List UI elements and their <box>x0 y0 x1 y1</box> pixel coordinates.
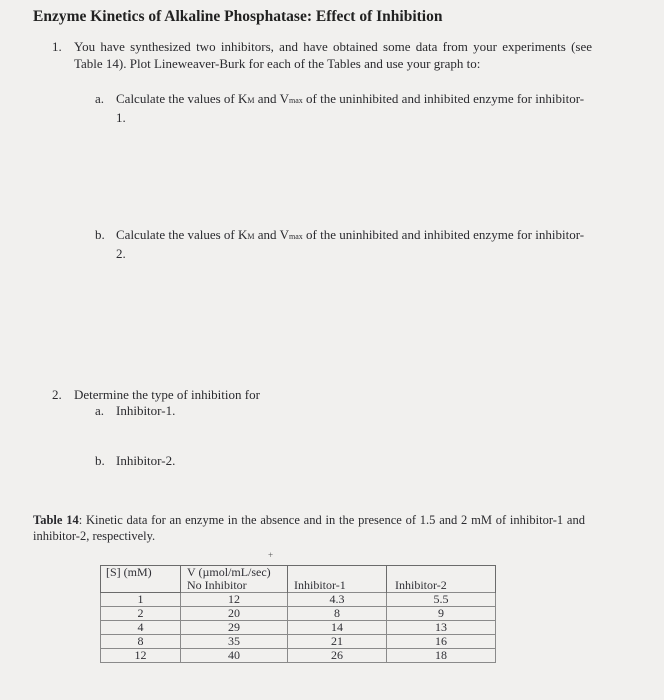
table-row <box>101 607 496 621</box>
inhibitor-2-header: Inhibitor-2 <box>387 579 496 593</box>
inhibitor-1-header: Inhibitor-1 <box>288 579 387 593</box>
question-2-text: Determine the type of inhibition for <box>74 387 260 402</box>
question-2b <box>95 453 395 470</box>
s-cell: 4 <box>101 621 181 635</box>
question-2a-label: a. <box>95 403 105 418</box>
question-2a <box>95 403 395 420</box>
question-2a-text: Inhibitor-1. <box>116 403 176 418</box>
question-2b-text: Inhibitor-2. <box>116 453 176 468</box>
question-1-text: You have synthesized two inhibitors, and have obtained some data from your experiments (see Table 14). Plot Lineweaver-Burk for each of the Tables and use your graph to: <box>74 39 592 71</box>
no-inhibitor-cell: 20 <box>181 607 288 621</box>
question-2-number: 2. <box>52 387 62 402</box>
question-1a-label: a. <box>95 91 105 106</box>
kinetic-data-table <box>100 565 496 663</box>
table-row <box>101 635 496 649</box>
table-row <box>101 621 496 635</box>
inhibitor-2-cell: 13 <box>387 621 496 635</box>
table-row <box>101 593 496 607</box>
question-1a <box>95 91 590 126</box>
inhibitor-1-cell: 21 <box>288 635 387 649</box>
stray-mark: + <box>268 550 274 560</box>
inhibitor-2-cell: 9 <box>387 607 496 621</box>
s-cell: 2 <box>101 607 181 621</box>
question-1b <box>95 227 590 262</box>
question-1-number: 1. <box>52 39 62 54</box>
no-inhibitor-cell: 35 <box>181 635 288 649</box>
question-2b-label: b. <box>95 453 105 468</box>
s-cell: 12 <box>101 649 181 663</box>
page-title: Enzyme Kinetics of Alkaline Phosphatase: Effect of Inhibition <box>33 8 443 25</box>
v-column-header: V (µmol/mL/sec) <box>181 566 288 580</box>
question-2 <box>52 387 452 404</box>
no-inhibitor-cell: 12 <box>181 593 288 607</box>
s-cell: 8 <box>101 635 181 649</box>
question-1b-label: b. <box>95 227 105 242</box>
inhibitor-2-cell: 18 <box>387 649 496 663</box>
inhibitor-2-cell: 16 <box>387 635 496 649</box>
inhibitor-1-cell: 4.3 <box>288 593 387 607</box>
inhibitor-1-cell: 26 <box>288 649 387 663</box>
inhibitor-1-cell: 14 <box>288 621 387 635</box>
question-1 <box>52 39 592 72</box>
inhibitor-2-cell: 5.5 <box>387 593 496 607</box>
no-inhibitor-cell: 40 <box>181 649 288 663</box>
table-caption-label: Table 14 <box>33 513 79 527</box>
table-caption-text: : Kinetic data for an enzyme in the absence and in the presence of 1.5 and 2 mM of inhibitor-1 and inhibitor-2, respectively. <box>33 513 585 543</box>
s-column-header: [S] (mM) <box>101 566 181 593</box>
inhibitor-1-cell: 8 <box>288 607 387 621</box>
table-row <box>101 649 496 663</box>
no-inhibitor-cell: 29 <box>181 621 288 635</box>
table-caption <box>33 513 585 544</box>
s-cell: 1 <box>101 593 181 607</box>
no-inhibitor-header: No Inhibitor <box>181 579 288 593</box>
question-1a-text: Calculate the values of KM and Vmax of the uninhibited and inhibited enzyme for inhibitor-1. <box>116 91 585 125</box>
question-1b-text: Calculate the values of KM and Vmax of the uninhibited and inhibited enzyme for inhibitor-2. <box>116 227 585 261</box>
